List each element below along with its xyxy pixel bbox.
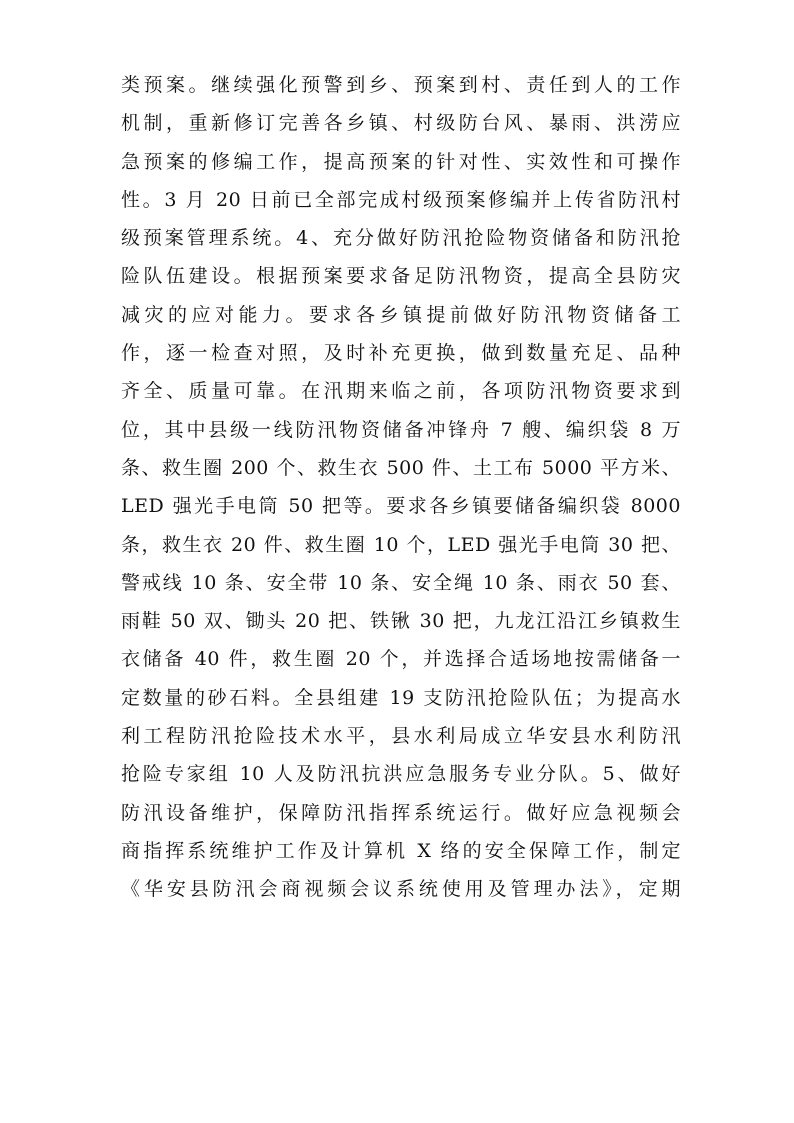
text-line: 抢险专家组 10 人及防汛抗洪应急服务专业分队。5、做好 [121,763,681,786]
text-line: 类预案。继续强化预警到乡、预案到村、责任到人的工作 [121,74,681,96]
text-line: 减灾的应对能力。要求各乡镇提前做好防汛物资储备工 [121,303,681,326]
text-line: 机制，重新修订完善各乡镇、村级防台风、暴雨、洪涝应 [121,112,681,135]
text-line: 险队伍建设。根据预案要求备足防汛物资，提高全县防灾 [121,265,681,288]
text-line: 性。3 月 20 日前已全部完成村级预案修编并上传省防汛村 [121,188,681,211]
text-line: 位，其中县级一线防汛物资储备冲锋舟 7 艘、编织袋 8 万 [121,418,681,441]
text-line: 急预案的修编工作，提高预案的针对性、实效性和可操作 [121,150,681,173]
text-line: 利工程防汛抢险技术水平，县水利局成立华安县水利防汛 [121,725,681,748]
text-line: 齐全、质量可靠。在汛期来临之前，各项防汛物资要求到 [121,380,681,403]
text-line: 《华安县防汛会商视频会议系统使用及管理办法》，定期 [121,878,681,901]
text-line: 雨鞋 50 双、锄头 20 把、铁锹 30 把，九龙江沿江乡镇救生 [121,610,681,633]
text-line: LED 强光手电筒 50 把等。要求各乡镇要储备编织袋 8000 [121,495,681,518]
text-line: 定数量的砂石料。全县组建 19 支防汛抢险队伍；为提高水 [121,686,681,709]
text-line: 防汛设备维护，保障防汛指挥系统运行。做好应急视频会 [121,801,681,824]
text-line: 作，逐一检查对照，及时补充更换，做到数量充足、品种 [121,342,681,365]
text-line: 商指挥系统维护工作及计算机 X 络的安全保障工作，制定 [121,839,681,862]
text-line: 警戒线 10 条、安全带 10 条、安全绳 10 条、雨衣 50 套、 [121,571,681,594]
body-paragraph [121,66,681,909]
text-line: 条，救生衣 20 件、救生圈 10 个，LED 强光手电筒 30 把、 [121,533,681,556]
text-line: 级预案管理系统。4、充分做好防汛抢险物资储备和防汛抢 [121,227,681,250]
text-line: 条、救生圈 200 个、救生衣 500 件、土工布 5000 平方米、 [121,456,681,479]
text-line: 衣储备 40 件，救生圈 20 个，并选择合适场地按需储备一 [121,648,681,671]
